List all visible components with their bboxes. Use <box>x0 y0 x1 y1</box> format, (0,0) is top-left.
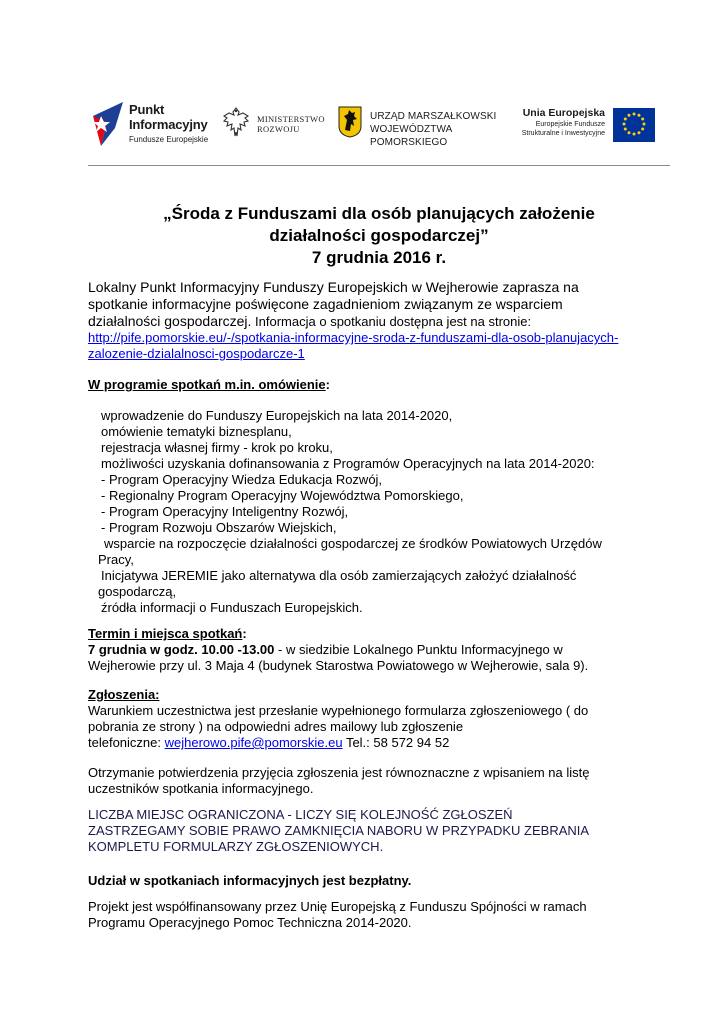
registration-section <box>88 687 588 751</box>
registration-heading: Zgłoszenia: <box>88 687 160 702</box>
header-divider <box>88 165 670 166</box>
pife-line2: Informacyjny <box>129 117 208 132</box>
list-item: wsparcie na rozpoczęcie działalności gospodarczej ze środków Powiatowych Urzędów <box>104 536 602 551</box>
title-line2: działalności gospodarczej” <box>269 226 489 245</box>
when-heading-colon: : <box>242 626 247 641</box>
eu-line1: Unia Europejska <box>522 107 605 119</box>
list-item: - Regionalny Program Operacyjny Województwa Pomorskiego, <box>101 488 464 503</box>
eu-flag-icon <box>613 108 655 142</box>
logo-pife <box>93 100 223 155</box>
list-item: Pracy, <box>98 552 134 567</box>
free-text: Udział w spotkaniach informacyjnych jest bezpłatny. <box>88 873 412 888</box>
limits-line2: ZASTRZEGAMY SOBIE PRAWO ZAMKNIĘCIA NABORU W PRZYPADKU ZEBRANIA <box>88 823 590 838</box>
list-item: Inicjatywa JEREMIE jako alternatywa dla osób zamierzających założyć działalność <box>101 568 577 583</box>
when-line2: Wejherowie przy ul. 3 Maja 4 (budynek Starostwa Powiatowego w Wejherowie, sala 9). <box>88 658 589 673</box>
list-item: - Program Rozwoju Obszarów Wiejskich, <box>101 520 337 535</box>
limits-line3: KOMPLETU FORMULARZY ZGŁOSZENIOWYCH. <box>88 839 384 854</box>
ministry-line1: MINISTERSTWO <box>257 114 325 124</box>
registration-line2: pobrania ze strony ) na odpowiedni adres mailowy lub zgłoszenie <box>88 719 464 734</box>
list-item: - Program Operacyjny Wiedza Edukacja Rozwój, <box>101 472 383 487</box>
logo-bar <box>88 100 678 155</box>
list-item: możliwości uzyskania dofinansowania z Programów Operacyjnych na lata 2014-2020: <box>101 456 595 471</box>
list-item: źródła informacji o Funduszach Europejskich. <box>101 600 363 615</box>
logo-ministry <box>223 100 323 155</box>
logo-eu <box>513 100 683 155</box>
funding-paragraph <box>88 899 587 931</box>
event-link-line1[interactable]: http://pife.pomorskie.eu/-/spotkania-informacyjne-sroda-z-funduszami-dla-osob-planujacych- <box>88 330 619 345</box>
when-datetime: 7 grudnia w godz. 10.00 -13.00 <box>88 642 275 657</box>
intro-line2: spotkanie informacyjne poświęcone zagadnieniom związanym ze wsparciem <box>88 296 563 312</box>
logo-marshal-office <box>338 100 508 155</box>
title-line3: 7 grudnia 2016 r. <box>311 248 447 267</box>
list-item: - Program Operacyjny Inteligentny Rozwój, <box>101 504 349 519</box>
intro-line3b: Informacja o spotkaniu dostępna jest na stronie: <box>251 314 532 329</box>
confirmation-paragraph <box>88 765 589 797</box>
program-list <box>88 408 602 616</box>
griffin-crest-icon <box>338 106 362 138</box>
registration-phone: Tel.: 58 572 94 52 <box>342 735 450 750</box>
list-item: rejestracja własnej firmy - krok po kroku, <box>101 440 333 455</box>
program-heading-colon: : <box>325 377 330 392</box>
program-heading-text: W programie spotkań m.in. omówienie <box>88 377 326 392</box>
when-section <box>88 626 588 674</box>
program-heading <box>88 377 330 393</box>
pife-star-icon <box>93 102 123 146</box>
list-item: gospodarczą, <box>98 584 177 599</box>
registration-line3-prefix: telefoniczne: <box>88 735 165 750</box>
title-line1: „Środa z Funduszami dla osób planujących założenie <box>163 204 595 223</box>
list-item: omówienie tematyki biznesplanu, <box>101 424 292 439</box>
registration-email-link[interactable]: wejherowo.pife@pomorskie.eu <box>164 735 343 750</box>
when-line1-rest: - w siedzibie Lokalnego Punktu Informacyjnego w <box>274 642 563 657</box>
eu-line2: Europejskie Fundusze <box>535 121 605 128</box>
event-link-line2[interactable]: zalozenie-dzialalnosci-gospodarcze-1 <box>88 346 305 361</box>
registration-line1: Warunkiem uczestnictwa jest przesłanie wypełnionego formularza zgłoszeniowego ( do <box>88 703 589 718</box>
page-title <box>88 203 670 269</box>
ministry-line2: ROZWOJU <box>257 124 300 134</box>
confirmation-line2: uczestników spotkania informacyjnego. <box>88 781 314 796</box>
free-notice <box>88 873 411 889</box>
marshal-line2: WOJEWÓDZTWA POMORSKIEGO <box>370 124 452 148</box>
eagle-icon <box>223 106 249 138</box>
funding-line2: Programu Operacyjnego Pomoc Techniczna 2014-2020. <box>88 915 412 930</box>
marshal-line1: URZĄD MARSZAŁKOWSKI <box>370 111 497 122</box>
funding-line1: Projekt jest współfinansowany przez Unię Europejską z Funduszu Spójności w ramach <box>88 899 587 914</box>
pife-line1: Punkt <box>129 102 165 117</box>
pife-line3: Fundusze Europejskie <box>129 135 209 144</box>
eu-line3: Strukturalne i Inwestycyjne <box>521 130 605 137</box>
confirmation-line1: Otrzymanie potwierdzenia przyjęcia zgłoszenia jest równoznaczne z wpisaniem na listę <box>88 765 590 780</box>
when-heading: Termin i miejsca spotkań <box>88 626 243 641</box>
list-item: wprowadzenie do Funduszy Europejskich na lata 2014-2020, <box>101 408 453 423</box>
intro-line3a: działalności gospodarczej. <box>88 313 252 329</box>
intro-paragraph <box>88 279 618 362</box>
limits-notice <box>88 807 589 855</box>
intro-line1: Lokalny Punkt Informacyjny Funduszy Europejskich w Wejherowie zaprasza na <box>88 279 579 295</box>
limits-line1: LICZBA MIEJSC OGRANICZONA - LICZY SIĘ KOLEJNOŚĆ ZGŁOSZEŃ <box>88 807 513 822</box>
